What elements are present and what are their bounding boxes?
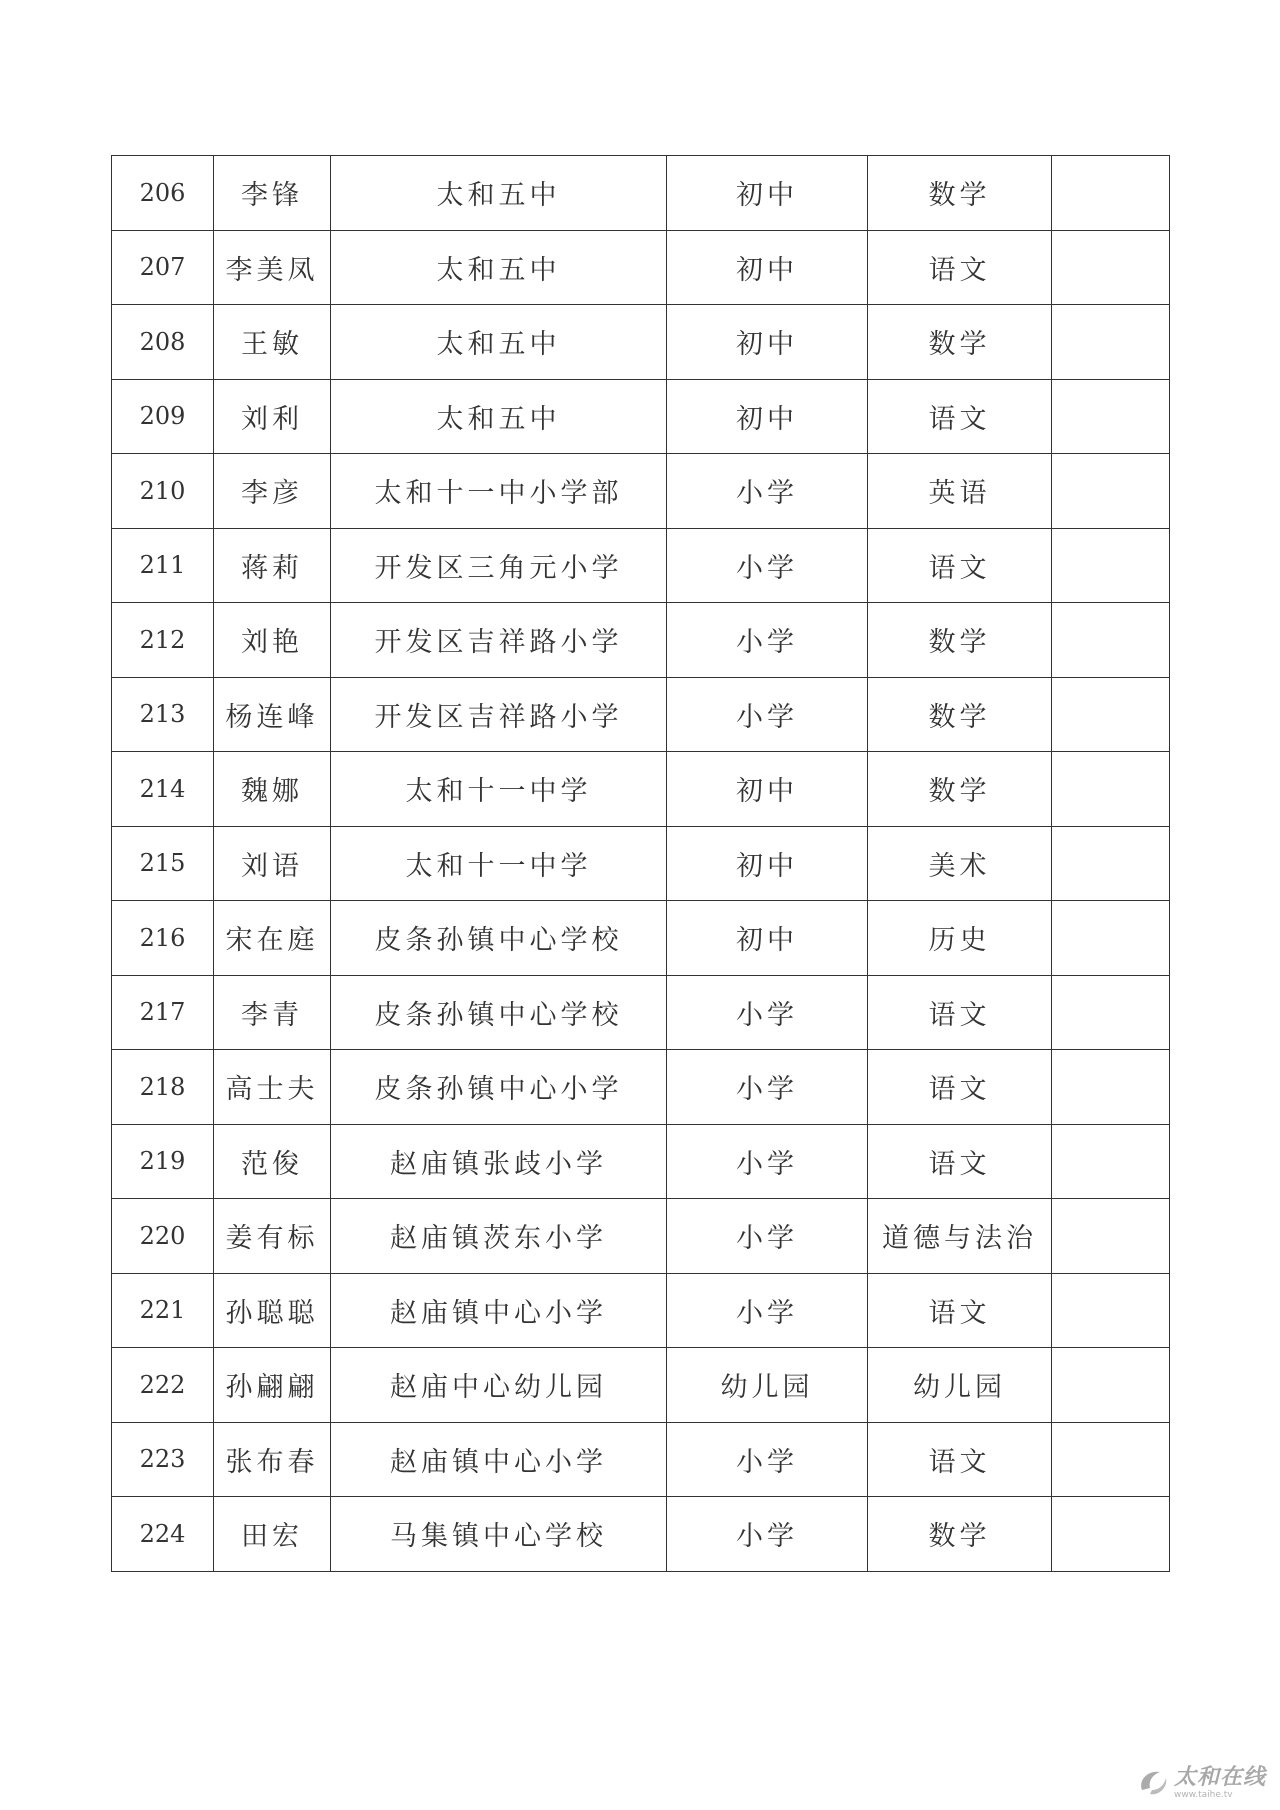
site-watermark	[1136, 1766, 1266, 1800]
cell-name: 李美凤	[214, 230, 331, 305]
table-row	[112, 1199, 1170, 1274]
cell-note	[1052, 1497, 1170, 1572]
cell-school: 开发区吉祥路小学	[331, 677, 667, 752]
cell-number: 213	[112, 677, 214, 752]
table-row	[112, 677, 1170, 752]
table-row	[112, 156, 1170, 231]
cell-name: 姜有标	[214, 1199, 331, 1274]
cell-school: 太和十一中小学部	[331, 454, 667, 529]
cell-subject: 数学	[868, 752, 1052, 827]
table-row	[112, 1124, 1170, 1199]
cell-subject: 语文	[868, 528, 1052, 603]
cell-school: 赵庙镇茨东小学	[331, 1199, 667, 1274]
cell-level: 小学	[667, 1273, 868, 1348]
cell-school: 赵庙镇中心小学	[331, 1273, 667, 1348]
cell-subject: 语文	[868, 1422, 1052, 1497]
cell-level: 小学	[667, 1050, 868, 1125]
cell-subject: 语文	[868, 379, 1052, 454]
cell-number: 210	[112, 454, 214, 529]
cell-name: 宋在庭	[214, 901, 331, 976]
table-row	[112, 603, 1170, 678]
cell-school: 开发区吉祥路小学	[331, 603, 667, 678]
cell-level: 初中	[667, 826, 868, 901]
cell-subject: 语文	[868, 1050, 1052, 1125]
cell-number: 215	[112, 826, 214, 901]
cell-level: 小学	[667, 454, 868, 529]
cell-note	[1052, 752, 1170, 827]
cell-number: 206	[112, 156, 214, 231]
cell-level: 初中	[667, 156, 868, 231]
table-row	[112, 305, 1170, 380]
cell-school: 太和五中	[331, 379, 667, 454]
table-row	[112, 1273, 1170, 1348]
cell-subject: 语文	[868, 975, 1052, 1050]
cell-note	[1052, 901, 1170, 976]
cell-note	[1052, 826, 1170, 901]
cell-name: 刘语	[214, 826, 331, 901]
cell-note	[1052, 454, 1170, 529]
cell-school: 赵庙镇张歧小学	[331, 1124, 667, 1199]
cell-name: 田宏	[214, 1497, 331, 1572]
cell-level: 小学	[667, 677, 868, 752]
roster-table	[111, 155, 1170, 1572]
cell-level: 初中	[667, 230, 868, 305]
cell-school: 太和五中	[331, 230, 667, 305]
cell-subject: 语文	[868, 230, 1052, 305]
cell-number: 212	[112, 603, 214, 678]
cell-note	[1052, 1124, 1170, 1199]
cell-note	[1052, 1273, 1170, 1348]
cell-level: 小学	[667, 528, 868, 603]
cell-level: 初中	[667, 305, 868, 380]
cell-name: 李青	[214, 975, 331, 1050]
cell-school: 太和十一中学	[331, 826, 667, 901]
cell-subject: 数学	[868, 305, 1052, 380]
cell-note	[1052, 677, 1170, 752]
cell-number: 220	[112, 1199, 214, 1274]
cell-subject: 美术	[868, 826, 1052, 901]
cell-level: 小学	[667, 1124, 868, 1199]
cell-number: 219	[112, 1124, 214, 1199]
cell-subject: 语文	[868, 1124, 1052, 1199]
table-row	[112, 230, 1170, 305]
cell-name: 李锋	[214, 156, 331, 231]
cell-note	[1052, 603, 1170, 678]
cell-subject: 数学	[868, 603, 1052, 678]
cell-level: 幼儿园	[667, 1348, 868, 1423]
cell-school: 马集镇中心学校	[331, 1497, 667, 1572]
cell-name: 魏娜	[214, 752, 331, 827]
cell-subject: 数学	[868, 677, 1052, 752]
cell-subject: 语文	[868, 1273, 1052, 1348]
cell-number: 208	[112, 305, 214, 380]
cell-school: 太和五中	[331, 156, 667, 231]
cell-level: 小学	[667, 1422, 868, 1497]
cell-number: 211	[112, 528, 214, 603]
cell-number: 218	[112, 1050, 214, 1125]
table-row	[112, 901, 1170, 976]
cell-school: 太和十一中学	[331, 752, 667, 827]
cell-level: 初中	[667, 901, 868, 976]
cell-note	[1052, 1050, 1170, 1125]
cell-number: 221	[112, 1273, 214, 1348]
cell-subject: 道德与法治	[868, 1199, 1052, 1274]
cell-note	[1052, 230, 1170, 305]
table-row	[112, 826, 1170, 901]
cell-level: 初中	[667, 752, 868, 827]
cell-level: 小学	[667, 1199, 868, 1274]
cell-note	[1052, 1348, 1170, 1423]
cell-number: 209	[112, 379, 214, 454]
cell-subject: 数学	[868, 156, 1052, 231]
cell-number: 214	[112, 752, 214, 827]
cell-name: 孙翩翩	[214, 1348, 331, 1423]
cell-name: 刘利	[214, 379, 331, 454]
cell-subject: 数学	[868, 1497, 1052, 1572]
cell-note	[1052, 156, 1170, 231]
table-row	[112, 379, 1170, 454]
cell-note	[1052, 305, 1170, 380]
cell-note	[1052, 528, 1170, 603]
cell-number: 223	[112, 1422, 214, 1497]
cell-level: 小学	[667, 975, 868, 1050]
cell-school: 赵庙镇中心小学	[331, 1422, 667, 1497]
table-row	[112, 1497, 1170, 1572]
cell-name: 王敏	[214, 305, 331, 380]
cell-name: 李彦	[214, 454, 331, 529]
cell-name: 蒋莉	[214, 528, 331, 603]
cell-note	[1052, 1199, 1170, 1274]
cell-name: 刘艳	[214, 603, 331, 678]
cell-level: 初中	[667, 379, 868, 454]
table-row	[112, 975, 1170, 1050]
roster-table-body	[112, 156, 1170, 1572]
cell-subject: 历史	[868, 901, 1052, 976]
cell-number: 217	[112, 975, 214, 1050]
cell-school: 赵庙中心幼儿园	[331, 1348, 667, 1423]
cell-name: 范俊	[214, 1124, 331, 1199]
table-row	[112, 1050, 1170, 1125]
taihe-logo-icon	[1136, 1766, 1170, 1800]
cell-number: 216	[112, 901, 214, 976]
table-row	[112, 454, 1170, 529]
cell-name: 孙聪聪	[214, 1273, 331, 1348]
table-row	[112, 528, 1170, 603]
cell-school: 开发区三角元小学	[331, 528, 667, 603]
table-row	[112, 1422, 1170, 1497]
cell-school: 皮条孙镇中心小学	[331, 1050, 667, 1125]
cell-note	[1052, 975, 1170, 1050]
cell-level: 小学	[667, 1497, 868, 1572]
cell-school: 皮条孙镇中心学校	[331, 975, 667, 1050]
table-row	[112, 752, 1170, 827]
cell-name: 张布春	[214, 1422, 331, 1497]
cell-name: 杨连峰	[214, 677, 331, 752]
cell-note	[1052, 379, 1170, 454]
cell-level: 小学	[667, 603, 868, 678]
cell-name: 高士夫	[214, 1050, 331, 1125]
cell-number: 224	[112, 1497, 214, 1572]
cell-note	[1052, 1422, 1170, 1497]
cell-school: 太和五中	[331, 305, 667, 380]
watermark-url: www.taihe.tv	[1173, 1789, 1233, 1800]
cell-number: 222	[112, 1348, 214, 1423]
cell-subject: 幼儿园	[868, 1348, 1052, 1423]
watermark-name: 太和在线	[1173, 1764, 1266, 1790]
cell-number: 207	[112, 230, 214, 305]
cell-subject: 英语	[868, 454, 1052, 529]
table-row	[112, 1348, 1170, 1423]
cell-school: 皮条孙镇中心学校	[331, 901, 667, 976]
